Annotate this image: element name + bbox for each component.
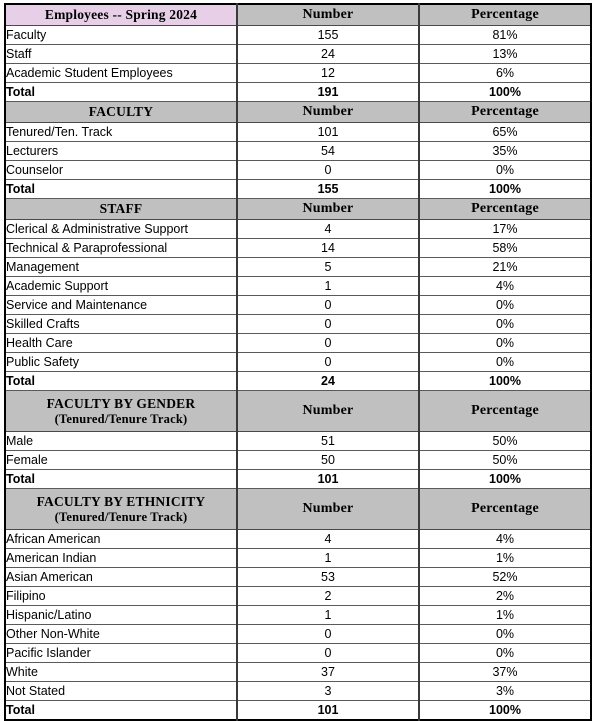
row-label-cell: Total — [5, 180, 237, 199]
table-row — [5, 315, 591, 334]
row-label-cell: White — [5, 663, 237, 682]
table-row — [5, 606, 591, 625]
table-row — [5, 64, 591, 83]
row-percentage-cell: 0% — [419, 644, 591, 663]
row-label-cell: American Indian — [5, 549, 237, 568]
section-title-cell — [5, 391, 237, 432]
column-header-percentage: Percentage — [419, 391, 591, 432]
table-row — [5, 644, 591, 663]
row-number-cell: 101 — [237, 470, 419, 489]
row-percentage-cell: 100% — [419, 180, 591, 199]
row-label-cell: Skilled Crafts — [5, 315, 237, 334]
row-number-cell: 101 — [237, 123, 419, 142]
row-number-cell: 0 — [237, 353, 419, 372]
column-header-number: Number — [237, 4, 419, 26]
table-row — [5, 334, 591, 353]
row-number-cell: 155 — [237, 26, 419, 45]
row-percentage-cell: 0% — [419, 625, 591, 644]
section-header-row — [5, 4, 591, 26]
row-label-cell: African American — [5, 530, 237, 549]
row-number-cell: 51 — [237, 432, 419, 451]
row-label-cell: Total — [5, 470, 237, 489]
row-label-cell: Female — [5, 451, 237, 470]
column-header-number: Number — [237, 102, 419, 123]
row-percentage-cell: 21% — [419, 258, 591, 277]
table-total-row — [5, 701, 591, 721]
row-number-cell: 14 — [237, 239, 419, 258]
row-number-cell: 24 — [237, 372, 419, 391]
row-number-cell: 12 — [237, 64, 419, 83]
table-row — [5, 45, 591, 64]
row-label-cell: Pacific Islander — [5, 644, 237, 663]
row-label-cell: Other Non-White — [5, 625, 237, 644]
row-percentage-cell: 4% — [419, 277, 591, 296]
table-row — [5, 451, 591, 470]
row-percentage-cell: 13% — [419, 45, 591, 64]
row-percentage-cell: 35% — [419, 142, 591, 161]
table-row — [5, 353, 591, 372]
section-title-cell — [5, 489, 237, 530]
table-total-row — [5, 470, 591, 489]
row-percentage-cell: 2% — [419, 587, 591, 606]
section-title-cell — [5, 4, 237, 26]
section-header-row — [5, 199, 591, 220]
section-title-text: FACULTY — [88, 104, 154, 120]
row-label-cell: Hispanic/Latino — [5, 606, 237, 625]
row-percentage-cell: 0% — [419, 315, 591, 334]
table-row — [5, 682, 591, 701]
row-number-cell: 0 — [237, 296, 419, 315]
employee-statistics-table — [4, 3, 592, 721]
row-number-cell: 0 — [237, 625, 419, 644]
row-label-cell: Total — [5, 83, 237, 102]
section-subtitle-text: (Tenured/Tenure Track) — [54, 411, 188, 426]
row-number-cell: 5 — [237, 258, 419, 277]
column-header-number: Number — [237, 391, 419, 432]
row-number-cell: 191 — [237, 83, 419, 102]
section-header-row — [5, 102, 591, 123]
section-title-text: Employees -- Spring 2024 — [44, 7, 198, 23]
row-number-cell: 0 — [237, 334, 419, 353]
table-row — [5, 277, 591, 296]
column-header-number: Number — [237, 199, 419, 220]
table-total-row — [5, 180, 591, 199]
row-label-cell: Total — [5, 372, 237, 391]
row-percentage-cell: 6% — [419, 64, 591, 83]
row-number-cell: 0 — [237, 644, 419, 663]
table-row — [5, 625, 591, 644]
row-percentage-cell: 100% — [419, 372, 591, 391]
row-number-cell: 155 — [237, 180, 419, 199]
row-number-cell: 3 — [237, 682, 419, 701]
section-title-text: FACULTY BY GENDER — [46, 396, 196, 412]
employee-statistics-sheet — [4, 3, 592, 721]
row-label-cell: Service and Maintenance — [5, 296, 237, 315]
row-number-cell: 54 — [237, 142, 419, 161]
table-total-row — [5, 372, 591, 391]
row-percentage-cell: 50% — [419, 432, 591, 451]
row-percentage-cell: 100% — [419, 83, 591, 102]
row-percentage-cell: 100% — [419, 701, 591, 721]
row-percentage-cell: 0% — [419, 334, 591, 353]
row-label-cell: Academic Support — [5, 277, 237, 296]
row-label-cell: Health Care — [5, 334, 237, 353]
row-number-cell: 2 — [237, 587, 419, 606]
table-row — [5, 161, 591, 180]
row-percentage-cell: 0% — [419, 353, 591, 372]
row-label-cell: Lecturers — [5, 142, 237, 161]
row-percentage-cell: 65% — [419, 123, 591, 142]
table-total-row — [5, 83, 591, 102]
row-percentage-cell: 81% — [419, 26, 591, 45]
row-percentage-cell: 17% — [419, 220, 591, 239]
section-header-row — [5, 391, 591, 432]
row-number-cell: 4 — [237, 530, 419, 549]
section-title-cell — [5, 102, 237, 123]
row-percentage-cell: 50% — [419, 451, 591, 470]
row-label-cell: Total — [5, 701, 237, 721]
row-percentage-cell: 58% — [419, 239, 591, 258]
row-label-cell: Academic Student Employees — [5, 64, 237, 83]
table-row — [5, 239, 591, 258]
row-number-cell: 1 — [237, 549, 419, 568]
row-number-cell: 1 — [237, 277, 419, 296]
section-title-text: FACULTY BY ETHNICITY — [36, 494, 206, 510]
column-header-number: Number — [237, 489, 419, 530]
table-row — [5, 296, 591, 315]
row-percentage-cell: 3% — [419, 682, 591, 701]
row-label-cell: Not Stated — [5, 682, 237, 701]
row-number-cell: 53 — [237, 568, 419, 587]
row-label-cell: Faculty — [5, 26, 237, 45]
row-percentage-cell: 4% — [419, 530, 591, 549]
row-label-cell: Management — [5, 258, 237, 277]
row-label-cell: Public Safety — [5, 353, 237, 372]
table-row — [5, 432, 591, 451]
section-title-text: STAFF — [99, 201, 143, 217]
column-header-percentage: Percentage — [419, 102, 591, 123]
column-header-percentage: Percentage — [419, 199, 591, 220]
row-number-cell: 37 — [237, 663, 419, 682]
section-header-row — [5, 489, 591, 530]
table-row — [5, 587, 591, 606]
section-subtitle-text: (Tenured/Tenure Track) — [54, 509, 188, 524]
table-row — [5, 220, 591, 239]
row-label-cell: Staff — [5, 45, 237, 64]
table-row — [5, 142, 591, 161]
row-number-cell: 0 — [237, 315, 419, 334]
row-percentage-cell: 37% — [419, 663, 591, 682]
row-percentage-cell: 1% — [419, 606, 591, 625]
row-number-cell: 4 — [237, 220, 419, 239]
table-row — [5, 549, 591, 568]
row-number-cell: 24 — [237, 45, 419, 64]
row-number-cell: 0 — [237, 161, 419, 180]
table-row — [5, 26, 591, 45]
row-percentage-cell: 1% — [419, 549, 591, 568]
row-percentage-cell: 100% — [419, 470, 591, 489]
table-body — [5, 4, 591, 720]
row-percentage-cell: 0% — [419, 296, 591, 315]
row-label-cell: Technical & Paraprofessional — [5, 239, 237, 258]
row-label-cell: Tenured/Ten. Track — [5, 123, 237, 142]
column-header-percentage: Percentage — [419, 4, 591, 26]
table-row — [5, 663, 591, 682]
row-number-cell: 1 — [237, 606, 419, 625]
section-title-cell — [5, 199, 237, 220]
row-label-cell: Male — [5, 432, 237, 451]
row-number-cell: 101 — [237, 701, 419, 721]
row-number-cell: 50 — [237, 451, 419, 470]
table-row — [5, 258, 591, 277]
row-percentage-cell: 0% — [419, 161, 591, 180]
row-label-cell: Clerical & Administrative Support — [5, 220, 237, 239]
column-header-percentage: Percentage — [419, 489, 591, 530]
table-row — [5, 568, 591, 587]
row-label-cell: Counselor — [5, 161, 237, 180]
row-label-cell: Filipino — [5, 587, 237, 606]
row-percentage-cell: 52% — [419, 568, 591, 587]
table-row — [5, 123, 591, 142]
row-label-cell: Asian American — [5, 568, 237, 587]
table-row — [5, 530, 591, 549]
